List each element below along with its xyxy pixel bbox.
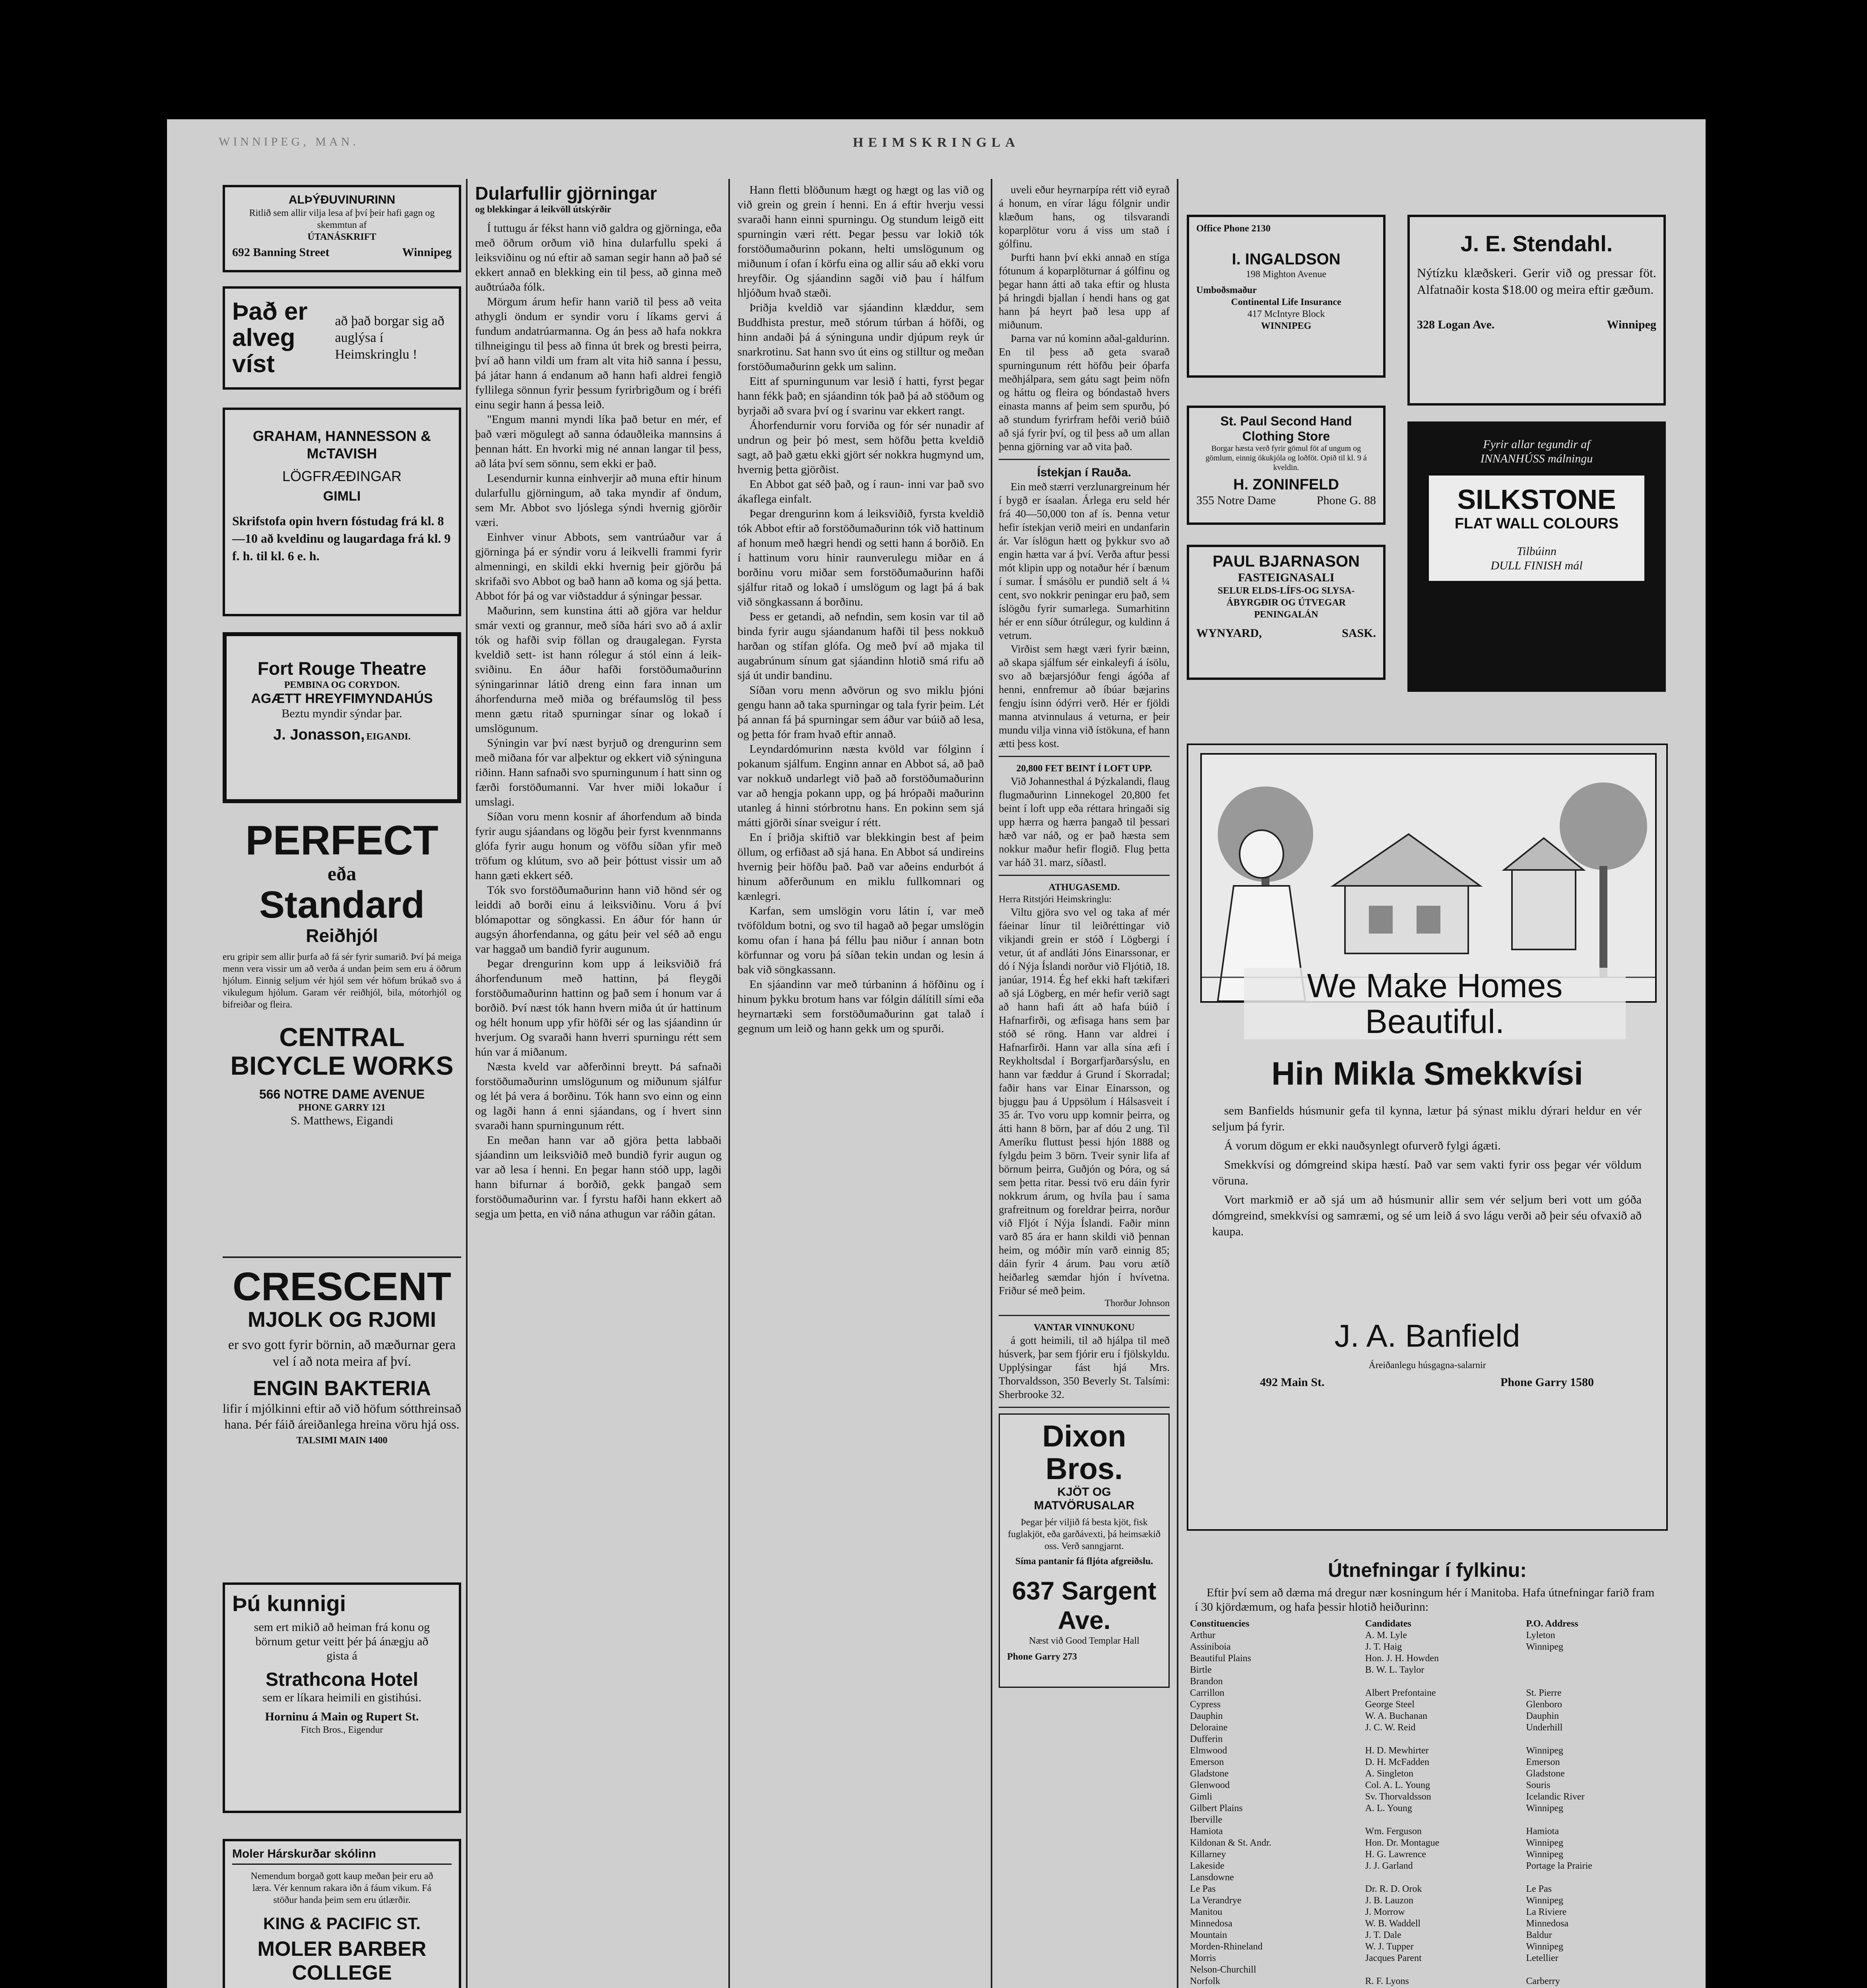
article-paragraph: Þegar drengurinn kom upp á leiksviðið frá áhorfendunum með hattinn, þá fleygði forstöðumaðurinn hattinn og það sem í honum var á borðið. Því næst tók hann hvern miða út úr hattinum og hélt honum upp yfir höfði sér og las sjáandinn úr hverjum. Og svaraði hann hverri spurningu rétt sem hún var á miðanum.: [475, 957, 722, 1058]
candidate-cell: J. J. Garland: [1365, 1861, 1413, 1871]
article-paragraph: Þarna var nú kominn aðal-galdurinn. En til þess að geta svarað spurningunum rétt höfðu þeir óþarfa meðhjálpara, sem gátu sagt þeim nöfn og háttu og fleira og bóndastað hvers einasta manns af þeim sem spurðu, þó að stundum fyrirfram hefði verið búið að sjá fyrir því, og til þess að um allan þenna gjörning var að vita það.: [999, 332, 1170, 452]
candidate-cell: Hon. J. H. Howden: [1365, 1653, 1439, 1664]
ad-company: Continental Life Insurance: [1231, 297, 1341, 307]
istekjan-body: Ein með stærri verzlunargreinum hér í bygð er ísaalan. Árlega eru seld hér frá 40—50,000 ton af ís. Þenna vetur hefir ístekjan verið meiri en undanfarin ár. Var íslögun hætt og þykkur svo að engin hætta var á því. Verða aftur þessi mót klipin upp og notaður hér í bænum í sumar. Í smásölu er pundið selt á ¼ cent, svo nokkrir peningar eru það, sem íslögðu fyrir sumarlega. Sumarhitinn hér er enn síður ótrúlegur, og kuldinn á vetrum.: [999, 481, 1170, 641]
table-row: [1187, 1791, 1668, 1803]
article-paragraph: "Engum manni myndi líka það betur en mér, ef það væri mögulegt að sanna ódauðleika mannsins á þennan hátt. En hvorki mig né annan langar til þess, að láta því sem sönnu, sem ekki er það.: [475, 413, 722, 470]
strathcona-hotel-ad: [223, 1582, 461, 1813]
table-row: [1187, 1687, 1668, 1699]
table-row: [1187, 1699, 1668, 1710]
ad-paragraph: sem Banfields húsmunir gefa til kynna, lætur þá sýnast miklu dýrari heldur en vér seljum þá fyrir.: [1212, 1104, 1642, 1133]
ad-body: Þegar þér viljið fá besta kjöt, fisk fuglakjöt, eða garðávexti, þá heimsækið oss. Verð sanngjarnt.: [1008, 1517, 1161, 1551]
table-row: [1187, 1953, 1668, 1964]
candidate-cell: B. W. L. Taylor: [1365, 1665, 1425, 1675]
ad-paragraph: Vort markmið er að sjá um að húsmunir allir sem vér seljum beri vott um góða dómgreind, smekkvísi og samræmi, og sé um leið á svo lágu verði að þeir séu ofvaxið að kaupa.: [1212, 1193, 1642, 1238]
constituency-cell: Assiniboia: [1190, 1642, 1231, 1652]
ad-address-1: 198 Mighton Avenue: [1246, 269, 1327, 280]
candidate-cell: A. Singleton: [1365, 1769, 1414, 1779]
table-row: [1187, 1964, 1668, 1976]
ad-line-3: Standard: [259, 883, 425, 926]
address-cell: [1523, 1676, 1668, 1687]
ad-name: I. INGALDSON: [1232, 250, 1341, 268]
ad-address: 692 Banning Street: [232, 246, 330, 259]
ad-line-2: eða: [327, 862, 357, 885]
house-illustration: [1200, 753, 1657, 1003]
candidate-cell: George Steel: [1365, 1699, 1415, 1710]
address-cell: Gladstone: [1526, 1769, 1565, 1779]
candidate-cell: J. T. Dale: [1365, 1930, 1401, 1940]
candidate-cell: Dr. R. D. Orok: [1365, 1884, 1422, 1894]
ad-role: LÖGFRÆÐINGAR: [282, 468, 402, 484]
address-cell: La Riviere: [1526, 1907, 1567, 1917]
article-column-2: [737, 183, 984, 1988]
table-row: [1187, 1780, 1668, 1791]
ad-owner: H. ZONINFELD: [1233, 476, 1339, 493]
address-cell: [1523, 1814, 1668, 1826]
ad-text: að það borgar sig að auglýsa í Heimskringlu !: [335, 314, 444, 362]
athugasemd-title: ATHUGASEMD.: [1048, 882, 1120, 893]
candidate-cell: [1362, 1814, 1523, 1826]
ad-title: St. Paul Second Hand Clothing Store: [1220, 414, 1352, 443]
article-subtitle: og blekkingar á leikvöll útskýrðir: [475, 204, 611, 215]
ad-phone: PHONE GARRY 121: [298, 1103, 386, 1113]
article-paragraph: En Abbot gat séð það, og í raun- inni var það svo ákaflega einfalt.: [737, 478, 984, 505]
constituency-cell: Elmwood: [1190, 1745, 1227, 1756]
ad-paragraph: Á vorum dögum er ekki nauðsynlegt ofurverð fylgi ágæti.: [1224, 1139, 1501, 1152]
table-row: [1187, 1872, 1668, 1883]
table-row: [1187, 1630, 1668, 1641]
graham-lawyers-ad: [223, 408, 461, 616]
table-row: [1187, 1664, 1668, 1676]
ad-name: Strathcona Hotel: [265, 1669, 419, 1690]
address-cell: Winnipeg: [1526, 1941, 1564, 1952]
address-cell: Winnipeg: [1526, 1849, 1564, 1860]
ad-line: sem er líkara heimili en gistihúsi.: [262, 1691, 421, 1704]
ad-title: Fort Rouge Theatre: [257, 658, 427, 679]
address-cell: Icelandic River: [1526, 1792, 1585, 1802]
table-row: [1187, 1653, 1668, 1664]
althyduvinurinn-ad: [223, 185, 461, 272]
article-paragraph: Lesendurnir kunna einhverjir að muna eftir hinum dularfullu gjörningum, að taka myndir af öndum, sem Mr. Abbot svo ljóslega sýndi hvernig gjörðir væri.: [475, 472, 722, 529]
column-rule: [466, 179, 468, 1988]
article-paragraph: Þriðja kveldið var sjáandinn klæddur, sem Buddhista prestur, með stórum túrban á höfði, og hinn andaði þá á sýninguna undir djúpum reyk úr snarkrotinu. Sat hann svo út eins og stilltur og meðan forstöðumaðurinn gekk um salinn.: [737, 301, 984, 373]
constituency-cell: Manitou: [1190, 1907, 1223, 1917]
ad-head: Moler Hárskurðar skólinn: [232, 1847, 452, 1865]
constituency-cell: Arthur: [1190, 1630, 1215, 1640]
constituency-cell: Hamiota: [1190, 1826, 1223, 1837]
ad-name: J. E. Stendahl.: [1460, 231, 1613, 256]
table-row: [1187, 1906, 1668, 1918]
candidate-cell: Jacques Parent: [1365, 1953, 1422, 1963]
address-cell: Winnipeg: [1526, 1895, 1564, 1906]
table-row: [1187, 1918, 1668, 1930]
table-row: [1187, 1883, 1668, 1895]
ad-title: ALÞÝÐUVINURINN: [288, 193, 396, 206]
article-paragraph: En í þriðja skiftið var blekkingin best af þeim öllum, og erfiðast að sjá hana. En Abbot sá undireins hvernig þeir höfðu það. Það var aðeins endurbót á hinum aðferðunum en miklu fullkomnari og kænlegri.: [737, 831, 984, 903]
candidate-cell: Wm. Ferguson: [1365, 1826, 1422, 1837]
st-paul-clothing-ad: [1187, 406, 1386, 525]
ad-body-2: lifir í mjólkinni eftir að við höfum sótthreinsað hana. Þér fáið áreiðanlega hreina vöru hjá oss.: [223, 1401, 461, 1431]
candidate-cell: [1362, 1872, 1523, 1883]
ad-company: CENTRAL BICYCLE WORKS: [230, 1022, 454, 1080]
table-header: Constituencies: [1190, 1619, 1250, 1629]
page-left-mark: WINNIPEG, MAN.: [219, 135, 359, 148]
column-rule: [728, 179, 730, 1988]
constituency-cell: Norfolk: [1190, 1976, 1220, 1986]
fort-rouge-theatre-ad: [223, 632, 461, 803]
address-cell: Lyleton: [1526, 1630, 1555, 1640]
constituency-cell: Minnedosa: [1190, 1918, 1232, 1929]
ad-sub: KJÖT OG MATVÖRUSALAR: [1034, 1485, 1135, 1512]
ad-address: 566 NOTRE DAME AVENUE: [259, 1087, 425, 1101]
ad-bottom-2: DULL FINISH mál: [1490, 559, 1583, 572]
ad-title: GRAHAM, HANNESSON & McTAVISH: [252, 428, 431, 462]
article-paragraph: Tók svo forstöðumaðurinn hann við hönd sér og leiddi að borði einu á leiksviðinu. Voru á því blómapottar og söngkassi. En áður fór hann úr augsýn áhorfendanna, og gátu þeir vel séð að engu var haggað um bandið fyrir augunum.: [475, 884, 722, 955]
ad-body: eru gripir sem allir þurfa að fá sér fyrir sumarið. Því þá meiga menn vera vissir um að verða á undan þeim sem eru á öðrum hjólum. Einnig seljum vér hjól sem vér höfum brúkað svo á vikulegum hjólum. Garam vér reiðhjól, bila, mótorhjól og bifreiðar og fleira.: [223, 952, 461, 1010]
article-paragraph: Hann fletti blöðunum hægt og hægt og las við og við grein og grein í henni. En á eftir hverju vessi svaraði hann einni spurningu. Og stundum leigð eitt spurningin væri rétt. Þegar þessu var lokið tók forstöðumaðurinn pokann, helti umslögunum og miðunum í ofan í körfu eina og allir sáu að ekki voru hreyfðir. Og sjáandinn sagði við þau í hálfum hljóðum hvað stæði.: [737, 184, 984, 299]
constituency-cell: Deloraine: [1190, 1722, 1228, 1733]
article-paragraph: uveli eður heyrnarpípa rétt við eyrað á honum, en vírar lágu fólgnir undir klæðum hans, og tilsvarandi koparplötur voru á viss um stað í gólfinu.: [999, 184, 1170, 250]
ad-name: J. A. Banfield: [1334, 1318, 1520, 1353]
candidate-cell: Sv. Thorvaldsson: [1365, 1792, 1431, 1802]
constituency-cell: Iberville: [1190, 1815, 1223, 1825]
ad-body: Skrifstofa opin hvern fóstudag frá kl. 8—10 að kveldinu og laugardaga frá kl. 9 f. h. til kl. 6 e. h.: [232, 514, 451, 563]
address-cell: Winnipeg: [1526, 1745, 1564, 1756]
vantar-body: á gott heimili, til að hjálpa til með húsverk, þar sem fjórir eru í fjölskyldu. Upplýsingar fást hjá Mrs. Thorvaldsson, 350 Beverly St. Talsími: Sherbrooke 32.: [999, 1334, 1170, 1400]
article-paragraph: Maðurinn, sem kunstina átti að gjöra var heldur smár vexti og grannur, með síða hári svo að á axlir tók og hafði svip föllan og draugalegan. Fyrsta kveldið sett- ist hann rólegur á stól einn á leik- sviðinu. En áður hafði forstöðumaðurinn sýningarinnar látið dreng einn fara innan um áhorfendurna með miða og bréfaumslög til þess menn gætu ritað spurningar sínar og lokað í umslögunum.: [475, 604, 722, 735]
ad-bottom: Tilbúinn: [1516, 545, 1557, 558]
ad-office-phone: Office Phone 2130: [1196, 223, 1271, 234]
ad-line-1: SELUR ELDS-LÍFS-OG SLYSA-: [1217, 586, 1355, 596]
article-column-1: [475, 183, 722, 1988]
ad-sub: PEMBINA OG CORYDON.: [284, 680, 400, 690]
article-paragraph: Mörgum árum hefir hann varið til þess að veita athygli öndum er syndir voru í líkams gervi á fundum andatrúarmanna. Og án þess að hafa nokkra tilhneigingu til þess að finna út brek og bresti þeirra, því að hann vildi um fram alt vita hið sanna í þessu, þá játar hann á endanum að hann hafi aldrei fengið fyllilega sönnun fyrir þessum fyrirbrigðum og í bréfi einu segir hann á þessa leið.: [475, 295, 722, 411]
article-paragraph: Síðan voru menn kosnir af áhorfendum að binda fyrir augu sjáandans og lögðu þeir fyrst kvennmanns glófa fyrir augu honum og vöfðu síðan yfir með tröfum og klútum, svo að þeir þóttust vissir um að hann gæti ekkert séð.: [475, 810, 722, 882]
table-row: [1187, 1941, 1668, 1953]
ad-phone: Phone Garry 1580: [1500, 1376, 1594, 1389]
article-paragraph: Eitt af spurningunum var lesið í hatti, fyrst þegar hann fékk það; en sjáandinn tók það þá að stöðum og byrjaði að svara því og í svarinu var ekkert rangt.: [737, 375, 984, 417]
ad-city: WYNYARD,: [1196, 627, 1262, 640]
table-row: [1187, 1976, 1668, 1987]
news-column: [999, 183, 1170, 1988]
candidate-cell: Albert Prefontaine: [1365, 1688, 1436, 1698]
silkstone-ad: [1407, 421, 1666, 692]
address-cell: [1523, 1653, 1668, 1664]
table-row: [1187, 1837, 1668, 1849]
table-row: [1187, 1676, 1668, 1687]
ad-top-2: INNANHÚSS málningu: [1480, 452, 1593, 465]
candidate-cell: A. L. Young: [1365, 1803, 1412, 1813]
article-paragraph: Sýningin var því næst byrjuð og drengurinn sem með miðana fór var alþektur og ekkert við sýninguna riðinn. Hann safnaði svo spurningunum í hatt sinn og færði forstöðumanni. Var hver miði lokaður í umslagi.: [475, 737, 722, 808]
article-paragraph: Næsta kveld var aðferðinni breytt. Þá safnaði forstöðumaðurinn umslögunum og miðunum sjálfur og lét þá vera á borðinu. Tók hann svo einn og einn og lagði hann á enni sjáandans, og í hvert sinn svaraði hann spurningunum rétt.: [475, 1060, 722, 1132]
address-cell: Winnipeg: [1526, 1642, 1564, 1652]
article-paragraph: Áhorfendurnir voru forviða og fór sér nunadir af undrun og þeir þó mest, sem höfðu þetta kveldið sagt, að það gætu ekki gjört sér nokkra hugmynd um, hvernig þetta gjörðist.: [737, 419, 984, 476]
address-cell: Winnipeg: [1526, 1838, 1564, 1848]
address-cell: [1523, 1872, 1668, 1883]
constituency-cell: Lakeside: [1190, 1861, 1225, 1871]
ad-city: WINNIPEG: [1261, 321, 1312, 331]
table-row: [1187, 1930, 1668, 1941]
istekjan-body-2: Virðist sem hægt væri fyrir bæinn, að skapa sjálfum sér einkaleyfi á ísölu, svo að bæjarsjóður fengi ágóða af henni, ennfremur að íbúar bæjarins fengju ísinn ódýrri verð. Hér er fjöldi manna atvinnulaus á veturna, er þeir mundu vilja vinna við ístökuna, ef hann ætti þess kost.: [999, 643, 1170, 749]
ad-line-3: PENINGALÁN: [1254, 610, 1318, 620]
table-row: [1187, 1849, 1668, 1860]
running-title: HEIMSKRINGLA: [853, 135, 1020, 150]
constituency-cell: Kildonan & St. Andr.: [1190, 1838, 1271, 1848]
article-paragraph: Þess er getandi, að nefndin, sem kosin var til að binda fyrir augu sjáandanum hafði til þess nokkuð harðan og stífan glófa. Og með því að mjaka til augabrúnum sínum gat sjáandinn hlotið smá rifu að sjá út undir bandinu.: [737, 610, 984, 682]
ad-line-1: PERFECT: [245, 819, 439, 864]
flug-body: Við Johannesthal á Þýzkalandi, flaug flugmaðurinn Linnekogel 20,800 fet beint í loft upp eða réttara hringaði sig upp hærra og hærra þangað til þessari hæð var náð, og er það hæsta sem nokkur maður hefir flogið. Flug þetta var háð 31. marz, síðastl.: [999, 775, 1170, 868]
column-rule: [1177, 179, 1178, 1988]
ad-city: Winnipeg: [402, 246, 452, 259]
table-row: [1187, 1768, 1668, 1780]
article-paragraph: Þegar drengurinn kom á leiksviðið, fyrsta kveldið tók Abbot eftir að forstöðumaðurinn tók við hattinum af honum með hægri hendi og setti hann á borðið. En í hattinum voru hinir raunverulegu miðar en á borðinu voru miðar sem forstöðumaðurinn hafði sjálfur ritað og lokað í umslögum og lagt þá á bak við söngkassann á borðinu.: [737, 507, 984, 608]
constituency-cell: Beautiful Plains: [1190, 1653, 1251, 1664]
article-paragraph: Í tuttugu ár fékst hann við galdra og gjörninga, eða með öðrum orðum við hina dularfullu speki á leiksviðinu og nú eftir að saman segir hann að það sé ekkert annað en blekking ein til þess, að ginna með auðtrúaða fólk.: [475, 222, 722, 293]
ad-address: 355 Notre Dame: [1196, 494, 1276, 507]
ad-address: 492 Main St.: [1260, 1376, 1325, 1389]
ad-role: FASTEIGNASALI: [1238, 571, 1335, 584]
table-row: [1187, 1745, 1668, 1757]
candidate-cell: D. H. McFadden: [1365, 1757, 1429, 1767]
constituency-cell: Brandon: [1190, 1676, 1223, 1687]
address-cell: Le Pas: [1526, 1884, 1552, 1894]
article-paragraph: Karfan, sem umslögin voru látin í, var með tvöföldum botni, og svo til hagað að þegar umslögin komu ofan í hana þá féllu þau niður í annan botn körfunnar og voru þá síðan tekin undan og lesin á bak við söngkassann.: [737, 905, 984, 976]
candidate-cell: W. B. Waddell: [1365, 1918, 1421, 1929]
address-cell: [1523, 1964, 1668, 1976]
ad-address: Horninu á Main og Rupert St.: [265, 1710, 419, 1723]
ad-slogan: We Make Homes Beautiful.: [1244, 968, 1626, 1039]
table-row: [1187, 1803, 1668, 1814]
address-cell: Minnedosa: [1526, 1918, 1568, 1929]
article-paragraph: En meðan hann var að gjöra þetta labbaði sjáandinn um leiksviðið með bundið fyrir augun og var að lesa í henni. En þegar hann stóð upp, lagði hann bifurnar á borðið, gekk þangað sem forstöðumaðurinn var. Í fyrstu hafði hann ekkert að segja um þetta, en við nána athugun var ráðin gátan.: [475, 1134, 722, 1220]
article-paragraph: Þurfti hann því ekki annað en stíga fótunum á koparplöturnar á gólfinu og þegar hann átti að taka eftir og hlusta þá hringdi bjallan í hendi hans og gat hann þá heyrt það lesa upp af miðunum.: [999, 251, 1170, 331]
ad-headline: Hin Mikla Smekkvísi: [1271, 1056, 1583, 1092]
ad-near: Næst við Good Templar Hall: [1029, 1636, 1139, 1646]
ad-paragraph: Smekkvísi og dómgreind skipa hæstí. Það var sem vakti fyrir oss þegar vér völdum vöruna.: [1212, 1158, 1642, 1187]
address-cell: Winnipeg: [1526, 1803, 1564, 1813]
constituency-cell: La Verandrye: [1190, 1895, 1242, 1906]
address-cell: Hamiota: [1526, 1826, 1559, 1837]
nominations-article: [1187, 1559, 1668, 1988]
address-cell: [1523, 1734, 1668, 1745]
nominations-table: [1187, 1618, 1668, 1988]
stendahl-tailor-ad: [1407, 215, 1666, 406]
address-cell: Baldur: [1526, 1930, 1552, 1940]
candidate-cell: [1362, 1964, 1523, 1976]
constituency-cell: Le Pas: [1190, 1884, 1216, 1894]
address-cell: Dauphin: [1526, 1711, 1559, 1721]
article-paragraph: En sjáandinn var með túrbaninn á höfðinu og í hinum þykku brotum hans var fólgin dálítill sími eða heyrnartæki sem forstöðumaðurinn gat talað í gegnum um leið og hann gekk um og spurði.: [737, 978, 984, 1035]
ad-city: GIMLI: [323, 489, 361, 504]
nominations-title: Útnefningar í fylkinu:: [1328, 1559, 1527, 1581]
address-cell: Underhill: [1526, 1722, 1563, 1733]
athugasemd-greeting: Herra Ritstjóri Heimskringlu:: [999, 894, 1112, 905]
address-cell: St. Pierre: [1526, 1688, 1562, 1698]
flug-title: 20,800 FET BEINT Í LOFT UPP.: [1016, 763, 1152, 774]
ad-address: 328 Logan Ave.: [1417, 318, 1495, 331]
ad-sub: ÚTANÁSKRIFT: [307, 232, 377, 242]
ad-sub: Áreiðanlegu húsgagna-salarnir: [1368, 1360, 1486, 1371]
ad-phone: Phone G. 88: [1316, 494, 1376, 507]
address-cell: Portage la Prairie: [1526, 1861, 1592, 1871]
candidate-cell: W. A. Buchanan: [1365, 1711, 1428, 1721]
ad-address-2: 417 McIntyre Block: [1247, 309, 1325, 319]
ad-line: Beztu myndir sýndar þar.: [281, 707, 402, 720]
ad-line-2: ÁBYRGÐIR OG ÚTVEGAR: [1226, 598, 1346, 608]
constituency-cell: Glenwood: [1190, 1780, 1230, 1790]
ad-body: Nýtízku klæðskeri. Gerir við og pressar föt. Alfatnaðir kosta $18.00 og meira eftir gæðum.: [1417, 266, 1656, 297]
address-cell: Souris: [1526, 1780, 1551, 1790]
ad-address: 637 Sargent Ave.: [1012, 1576, 1157, 1635]
banfield-ad: [1187, 744, 1668, 1531]
ad-big: ENGIN BAKTERIA: [253, 1377, 431, 1400]
moler-barber-college-ad: [223, 1839, 461, 1988]
column-rule: [991, 179, 992, 1988]
ad-owner: S. Matthews, Eigandi: [290, 1114, 394, 1127]
article-paragraph: Einhver vinur Abbots, sem vantrúaður var á gjörninga þá er sýndir voru á leikvelli frammi fyrir almenningi, en skildi ekki hvernig þeir gjörðu þá skrifaði svo Abbot og bað hann að koma og sjá þetta. Abbot fór þá og var viðstaddur á sýningar þessar.: [475, 531, 722, 602]
ad-street: KING & PACIFIC ST.: [263, 1914, 421, 1933]
ad-line-4: Reiðhjól: [306, 925, 378, 946]
ad-owner: Fitch Bros., Eigendur: [301, 1725, 383, 1735]
candidate-cell: J. T. Haig: [1365, 1642, 1402, 1652]
article-paragraph: Leyndardómurinn næsta kvöld var fólginn í pokanum sjálfum. Enginn annar en Abbot sá, að það var nokkuð undarlegt við það að forstöðumaðurinn var að hengja pokann upp, og þá hrópaði maðurinn utanleg á hinni stórbrotnu hans. En pokinn sem sjá mátti gjörði sínar sveigur í rétt.: [737, 743, 984, 829]
candidate-cell: A. M. Lyle: [1365, 1630, 1407, 1640]
athugasemd-signature: Thorður Johnson: [1104, 1298, 1170, 1309]
table-row: [1187, 1734, 1668, 1745]
candidate-cell: J. B. Lauzon: [1365, 1895, 1413, 1906]
article-body: [475, 221, 722, 1221]
constituency-cell: Nelson-Churchill: [1190, 1965, 1256, 1975]
candidate-cell: W. J. Tupper: [1365, 1941, 1414, 1952]
address-cell: Letellier: [1526, 1953, 1558, 1963]
ad-tel: Síma pantanir fá fljóta afgreiðslu.: [1015, 1556, 1153, 1567]
constituency-cell: Emerson: [1190, 1757, 1224, 1767]
ad-body: Borgar hæsta verð fyrir gömul föt af ungum og gömlum, einnig ökukjóla og loðföt. Opið til kl. 9 á kveldin.: [1205, 444, 1367, 472]
ad-role: Umboðsmaður: [1196, 285, 1257, 295]
constituency-cell: Killarney: [1190, 1849, 1226, 1860]
constituency-cell: Birtle: [1190, 1665, 1212, 1675]
constituency-cell: Cypress: [1190, 1699, 1221, 1710]
table-row: [1187, 1826, 1668, 1837]
ad-title: CRESCENT: [232, 1264, 452, 1309]
crescent-dairy-ad: [223, 1256, 461, 1552]
ad-phone: Phone Garry 273: [1007, 1652, 1077, 1662]
table-row: [1187, 1860, 1668, 1872]
dixon-bros-ad: [999, 1413, 1170, 1688]
address-cell: Emerson: [1526, 1757, 1560, 1767]
table-row: [1187, 1722, 1668, 1734]
article-title: Dularfullir gjörningar: [475, 183, 657, 204]
constituency-cell: Morris: [1190, 1953, 1216, 1963]
ad-big-text: Það er alveg víst: [232, 298, 308, 378]
candidate-cell: H. D. Mewhirter: [1365, 1745, 1429, 1756]
constituency-cell: Mountain: [1190, 1930, 1227, 1940]
candidate-cell: [1362, 1676, 1523, 1687]
constituency-cell: Dufferin: [1190, 1734, 1223, 1744]
alveg-vist-ad: [223, 286, 461, 390]
ad-title: Dixon Bros.: [1042, 1419, 1126, 1486]
ad-owner-role: EIGANDI.: [366, 732, 411, 742]
newspaper-page: [167, 119, 1706, 1988]
constituency-cell: Dauphin: [1190, 1711, 1223, 1721]
constituency-cell: Gimli: [1190, 1792, 1213, 1802]
candidate-cell: Hon. Dr. Montague: [1365, 1838, 1440, 1848]
perfect-bicycle-ad: [223, 819, 461, 1248]
table-header: Candidates: [1365, 1619, 1411, 1629]
table-row: [1187, 1757, 1668, 1768]
table-row: [1187, 1710, 1668, 1722]
table-row: [1187, 1814, 1668, 1826]
ad-brand: SILKSTONE: [1457, 484, 1616, 515]
constituency-cell: Morden-Rhineland: [1190, 1941, 1263, 1952]
house-drawing-icon: [1202, 755, 1655, 1001]
vantar-title: VANTAR VINNUKONU: [1033, 1322, 1135, 1333]
address-cell: [1523, 1664, 1668, 1676]
table-row: [1187, 1895, 1668, 1906]
athugasemd-body: Viltu gjöra svo vel og taka af mér fáeinar línur til leiðréttingar við vikjandi grein er stóð í Lögbergi í vetur, út af andláti Jóns Einarssonar, er dó í Nýja Íslandi norður við Fljótið, 18. janúar, 1914. Ég hef ekki haft tækifæri að sjá Lögberg, en mér hefir verið sagt að hann hafi átt að hafa búið í Hafnarfirði, og æfisaga hans sem þar stóð sé röng. Hann var aldrei í Hafnarfirði. Hann var alla sína æfi í Reykholtsdal í Borgarfjarðarsýslu, en hann var fæddur á Grund í Skorradal; faðir hans var Einar Einarsson, og bjuggu þau á Uppsölum í Hálsasveit í 35 ár. Tvo voru upp komnir þeirra, og átti hann 8 börn, þar af dóu 2 ung. Til Ameríku fluttust þessi hjón 1888 og fylgdu þeim 3 börn. Tveir synir lifa af börnum þeirra, Guðjón og Þóra, og sá sem þetta ritar. Þessi tvö eru dáin fyrir nokkrum árum, og hvíla þau í sama grafreitnum og foreldrar þeirra, norður við Fljót í Nýja Íslandi. Faðir minn varð 85 ára er hann skildi við þennan heim, og móðir mín varð einnig 85; dáin fyrir 4 árum. Þau voru ætíð heiðarleg sæmdar hjón í hvívetna. Friður sé með þeim.: [999, 906, 1170, 1297]
ingaldson-ad: [1187, 215, 1386, 378]
constituency-cell: Lansdowne: [1190, 1872, 1234, 1883]
ad-phone: TALSIMI MAIN 1400: [296, 1435, 388, 1446]
article-paragraph: Síðan voru menn aðvörun og svo miklu þjóni gengu hann að taka spurningar og tala fyrir þeim. Lét þá annan fá þá spurningar sem áður var búið að lesa, og þetta fór fram hvað eftir annað.: [737, 684, 984, 741]
candidate-cell: J. Morrow: [1365, 1907, 1405, 1917]
ad-name: MOLER BARBER COLLEGE: [257, 1938, 427, 1984]
candidate-cell: H. G. Lawrence: [1365, 1849, 1426, 1860]
ad-head: Þú kunnigi: [232, 1591, 346, 1616]
istekjan-title: Ístekjan í Rauða.: [1037, 466, 1131, 479]
ad-top: Fyrir allar tegundir af: [1483, 438, 1590, 451]
candidate-cell: J. C. W. Reid: [1365, 1722, 1416, 1733]
ad-body: Nemendum borgað gott kaup meðan þeir eru að læra. Vér kennum rakara iðn á fáum vikum. Fá stöður handa þeim sem eru útlærðir.: [250, 1871, 433, 1905]
constituency-cell: Carrillon: [1190, 1688, 1225, 1698]
table-header: P.O. Address: [1526, 1619, 1578, 1629]
ad-owner: J. Jonasson,: [273, 726, 365, 743]
bjarnason-ad: [1187, 545, 1386, 680]
ad-tag: AGÆTT HREYFIMYNDAHÚS: [251, 691, 433, 706]
address-cell: Glenboro: [1526, 1699, 1562, 1710]
constituency-cell: Gilbert Plains: [1190, 1803, 1243, 1813]
table-row: [1187, 1641, 1668, 1653]
ad-body: er svo gott fyrir börnin, að mæðurnar gera vel í að nota meira af því.: [228, 1338, 456, 1369]
ad-body: Ritlið sem allir vilja lesa af því þeir hafi gagn og skemmtun af: [249, 208, 435, 230]
candidate-cell: [1362, 1734, 1523, 1745]
address-cell: Carberry: [1526, 1976, 1560, 1986]
ad-body: sem ert mikið að heiman frá konu og börnum getur veitt þér þá ánægju að gista á: [254, 1621, 430, 1662]
ad-city: Winnipeg: [1607, 318, 1656, 331]
candidate-cell: Col. A. L. Young: [1365, 1780, 1430, 1790]
constituency-cell: Gladstone: [1190, 1769, 1229, 1779]
ad-province: SASK.: [1342, 627, 1376, 640]
ad-sub: MJOLK OG RJOMI: [247, 1308, 437, 1332]
candidate-cell: R. F. Lyons: [1365, 1976, 1409, 1986]
ad-name: PAUL BJARNASON: [1213, 553, 1360, 570]
ad-sub: FLAT WALL COLOURS: [1454, 515, 1619, 532]
nominations-intro: Eftir því sem að dæma má dregur nær kosningum hér í Manitoba. Hafa útnefningar farið fram í 30 kjördæmum, og hafa þessir hlotið heiðurinn:: [1195, 1586, 1655, 1613]
